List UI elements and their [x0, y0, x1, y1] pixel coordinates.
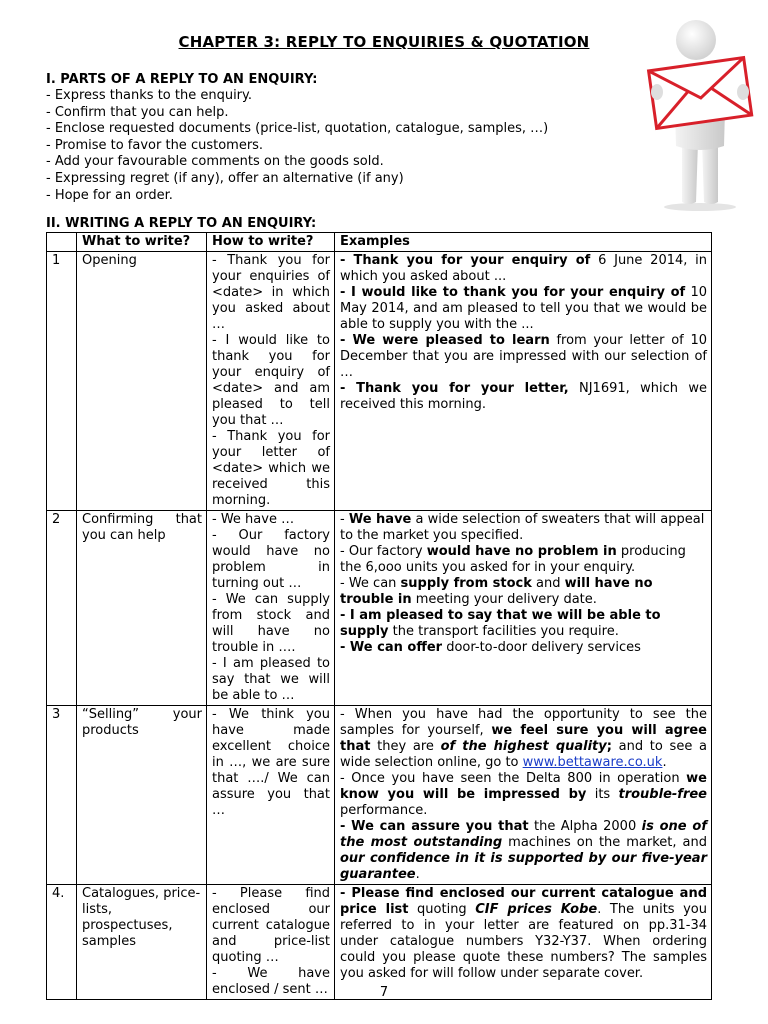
row-examples	[335, 706, 712, 885]
row-examples	[335, 885, 712, 1000]
example-bold: - Thank you for your letter,	[340, 381, 569, 396]
example-text: and	[531, 576, 565, 591]
list-item: - Promise to favor the customers.	[46, 137, 264, 153]
example-line	[340, 381, 707, 413]
example-bold-italic: is one of the most outstanding	[340, 819, 707, 850]
row-examples	[335, 511, 712, 706]
list-item: - Hope for an order.	[46, 187, 173, 203]
example-line	[340, 707, 707, 771]
how-line: - Thank you for your letter of <date> which we received this morning.	[212, 429, 330, 508]
row-number: 2	[47, 511, 77, 706]
example-text: NJ1691, which we received this morning.	[340, 381, 707, 412]
column-header-how: How to write?	[207, 233, 335, 252]
example-bold: we know you will be impressed by	[340, 771, 707, 802]
example-bold: - We can assure you that	[340, 819, 529, 834]
example-text: 10 May 2014, and am pleased to tell you that we would be able to supply you with the ...	[340, 285, 707, 332]
table-header-row	[47, 233, 712, 252]
example-text: they are	[370, 739, 441, 754]
example-bold: - We can offer	[340, 640, 443, 655]
example-text: - Our factory	[340, 544, 427, 559]
example-line	[340, 333, 707, 381]
example-text: . The units you referred to in your letter are featured on pp.31-34 under catalogue numbers Y32-Y37. When ordering could you please quote these numbers? The samples you asked for will follow under separate cover.	[340, 902, 707, 981]
example-bold: - Please find enclosed our current catalogue and price list	[340, 886, 707, 917]
row-how	[207, 885, 335, 1000]
example-text: quoting	[408, 902, 476, 917]
example-bold-italic: our confidence in it is supported by our five-year guarantee	[340, 851, 707, 882]
example-text: .	[415, 867, 420, 882]
example-line	[340, 819, 707, 883]
how-line: - We have …	[212, 512, 295, 527]
how-line: - We have enclosed / sent …	[212, 966, 330, 997]
example-text: and to see a wide selection online, go to	[340, 739, 707, 770]
how-line: - I would like to thank you for your enquiry of <date> and am pleased to tell you that …	[212, 333, 330, 428]
example-text: .	[662, 755, 667, 770]
example-bold: we feel sure you will agree that	[340, 723, 707, 754]
example-line	[340, 771, 707, 819]
list-item: - Enclose requested documents (price-list, quotation, catalogue, samples, …)	[46, 121, 549, 137]
example-text: - When you have had the opportunity to see the samples for yourself,	[340, 707, 707, 738]
example-bold: - I would like to thank you for your enquiry of	[340, 285, 686, 300]
row-number: 3	[47, 706, 77, 885]
row-examples	[335, 252, 712, 511]
list-item: - Add your favourable comments on the goods sold.	[46, 154, 384, 170]
row-what: Catalogues, price-lists, prospectuses, samples	[77, 885, 207, 1000]
page-number: 7	[379, 985, 389, 1000]
column-header-no	[47, 233, 77, 252]
row-how: - We think you have made excellent choice in …, we are sure that …./ We can assure you that …	[207, 706, 335, 885]
table-row	[47, 885, 712, 1000]
row-how	[207, 252, 335, 511]
example-text: meeting your delivery date.	[411, 592, 597, 607]
example-line	[340, 640, 707, 656]
how-line: - Thank you for your enquiries of <date> in which you asked about …	[212, 253, 330, 332]
example-line	[340, 576, 707, 608]
reply-parts-section	[46, 72, 606, 204]
example-bold-italic: CIF prices Kobe	[475, 902, 598, 917]
column-header-what: What to write?	[77, 233, 207, 252]
person-holding-envelope-icon	[644, 14, 756, 212]
example-line	[340, 253, 707, 285]
row-what: Opening	[77, 252, 207, 511]
example-bold: - I am pleased to say that we will be able to supply	[340, 608, 661, 639]
list-item: - Expressing regret (if any), offer an alternative (if any)	[46, 170, 404, 186]
example-text: the transport facilities you require.	[388, 624, 619, 639]
how-line: - I am pleased to say that we will be able to …	[212, 656, 330, 703]
example-line	[340, 544, 707, 576]
list-item: - Confirm that you can help.	[46, 104, 229, 120]
section-heading: II. WRITING A REPLY TO AN ENQUIRY:	[46, 216, 317, 231]
example-text: from your letter of 10 December that you are impressed with our selection of …	[340, 333, 707, 380]
row-number: 4.	[47, 885, 77, 1000]
row-number: 1	[47, 252, 77, 511]
example-text: machines on the market, and	[502, 835, 707, 850]
list-item: - Express thanks to the enquiry.	[46, 88, 253, 103]
example-line	[340, 886, 707, 982]
section-heading: I. PARTS OF A REPLY TO AN ENQUIRY:	[46, 72, 318, 87]
example-text: - We can	[340, 576, 401, 591]
example-text: producing the 6,ooo units you asked for in your enquiry.	[340, 544, 686, 575]
example-line	[340, 512, 707, 544]
reply-table	[46, 232, 712, 1000]
example-text: - Once you have seen the Delta 800 in operation	[340, 771, 687, 786]
example-text: performance.	[340, 803, 428, 818]
example-bold: would have no problem in	[426, 544, 617, 559]
example-bold: - Thank you for your enquiry of	[340, 253, 591, 268]
example-text: door-to-door delivery services	[442, 640, 641, 655]
example-bold-italic: trouble-free	[618, 787, 707, 802]
example-text: the Alpha 2000	[528, 819, 642, 834]
example-line	[340, 608, 707, 640]
table-row	[47, 511, 712, 706]
example-bold: supply from stock	[400, 576, 532, 591]
example-text: -	[340, 512, 349, 527]
row-what: “Selling” your products	[77, 706, 207, 885]
example-text: a wide selection of sweaters that will appeal to the market you specified.	[340, 512, 705, 543]
row-what: Confirming that you can help	[77, 511, 207, 706]
example-text: its	[586, 787, 619, 802]
example-bold: We have	[348, 512, 412, 527]
example-bold: - We were pleased to learn	[340, 333, 550, 348]
how-line: - We can supply from stock and will have no trouble in ….	[212, 592, 330, 655]
table-row	[47, 252, 712, 511]
example-bold-italic: of the highest quality	[440, 739, 607, 754]
row-how	[207, 511, 335, 706]
example-line	[340, 285, 707, 333]
example-bold: ;	[606, 739, 612, 754]
table-row	[47, 706, 712, 885]
chapter-title: CHAPTER 3: REPLY TO ENQUIRIES & QUOTATION	[178, 33, 590, 51]
website-link[interactable]: www.bettaware.co.uk	[522, 755, 663, 770]
column-header-examples: Examples	[335, 233, 712, 252]
example-text: 6 June 2014, in which you asked about ...	[340, 253, 707, 284]
example-bold: will have no trouble in	[340, 576, 653, 607]
how-line: - Our factory would have no problem in turning out …	[212, 528, 330, 591]
how-line: - Please find enclosed our current catalogue and price-list quoting …	[212, 886, 330, 965]
